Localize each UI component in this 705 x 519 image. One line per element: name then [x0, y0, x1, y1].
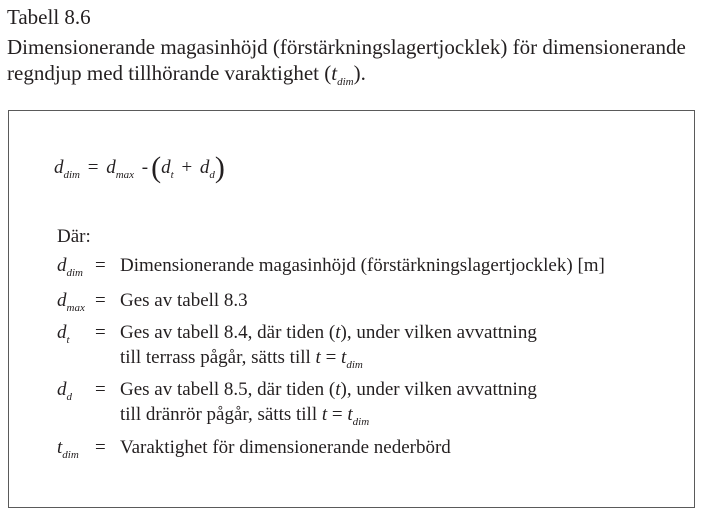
table-caption-line-2	[7, 60, 366, 86]
definition-symbol-var: d	[57, 255, 67, 276]
definition-equals: =	[95, 322, 106, 343]
definition-text-part: =	[327, 404, 348, 425]
definition-text-line-2	[120, 345, 537, 370]
definition-text-line-2	[120, 402, 537, 427]
formula-term2-sub: t	[170, 169, 174, 181]
where-label: Där:	[57, 226, 91, 247]
definition-text: Ges av tabell 8.3	[120, 290, 248, 311]
definition-text-part: till terrass pågår, sätts till	[120, 347, 316, 368]
caption-line-2-suffix: ).	[353, 61, 366, 85]
formula-lhs-var: d	[54, 157, 64, 178]
definition-text-part: Ges av tabell 8.5, där tiden (	[120, 379, 336, 400]
definition-symbol-var: d	[57, 290, 67, 311]
definition-symbol	[57, 377, 72, 402]
definition-text-sub: dim	[346, 359, 363, 371]
caption-var-t: t	[331, 61, 338, 85]
formula	[54, 148, 225, 188]
formula-lhs-sub: dim	[63, 169, 80, 181]
caption-sub-dim: dim	[337, 76, 354, 88]
formula-plus: +	[181, 157, 193, 178]
formula-term3-var: d	[199, 157, 210, 178]
formula-term1-sub: max	[115, 169, 135, 181]
definition-text-part: till dränrör pågår, sätts till	[120, 404, 322, 425]
definition-text-part: Ges av tabell 8.4, där tiden (	[120, 322, 336, 343]
definition-symbol-sub: dim	[66, 267, 83, 279]
definition-text-var: t	[347, 404, 353, 425]
formula-close-paren: )	[214, 151, 225, 184]
definition-text-line-1	[120, 377, 537, 402]
formula-term1-var: d	[106, 157, 116, 178]
definition-equals: =	[95, 290, 106, 311]
caption-line-2-prefix: regndjup med tillhörande varaktighet (	[7, 61, 332, 85]
table-caption-label: Tabell 8.6	[7, 5, 91, 29]
definition-text-var: t	[335, 322, 341, 343]
definition-symbol-var: d	[57, 322, 67, 343]
definition-text: Dimensionerande magasinhöjd (förstärkningslagertjocklek) [m]	[120, 255, 605, 276]
definition-symbol-sub: dim	[62, 449, 79, 461]
definition-symbol-var: t	[57, 437, 63, 458]
definition-symbol-var: d	[57, 379, 67, 400]
formula-equals: =	[87, 157, 99, 178]
definition-symbol-sub: max	[66, 302, 85, 314]
definition-text-var: t	[341, 347, 347, 368]
definition-text-line-1	[120, 320, 537, 345]
definition-symbol	[57, 253, 83, 278]
definition-symbol	[57, 320, 70, 345]
definition-text-part: ), under vilken avvattning	[340, 379, 537, 400]
definition-text-var: t	[321, 404, 328, 425]
definition-text: Varaktighet för dimensionerande nederbörd	[120, 437, 451, 458]
definition-equals: =	[95, 379, 106, 400]
definition-text-var: t	[315, 347, 321, 368]
definition-symbol	[57, 288, 85, 313]
table-caption-line-1: Dimensionerande magasinhöjd (förstärkningslagertjocklek) för dimensionerande	[7, 35, 686, 59]
definition-text-part: ), under vilken avvattning	[340, 322, 537, 343]
definition-text-var: t	[335, 379, 341, 400]
definition-text	[120, 320, 537, 370]
formula-open-paren: (	[151, 151, 162, 184]
definition-symbol-sub: t	[66, 334, 70, 346]
formula-term2-var: d	[161, 157, 171, 178]
definition-symbol-sub: d	[66, 391, 72, 403]
definition-equals: =	[95, 437, 106, 458]
definition-text	[120, 377, 537, 427]
formula-minus: -	[141, 157, 149, 178]
definition-text-sub: dim	[352, 416, 370, 428]
definition-text-part: =	[320, 347, 342, 368]
definition-equals: =	[95, 255, 106, 276]
definition-symbol	[57, 435, 79, 460]
formula-term3-sub: d	[209, 169, 215, 181]
